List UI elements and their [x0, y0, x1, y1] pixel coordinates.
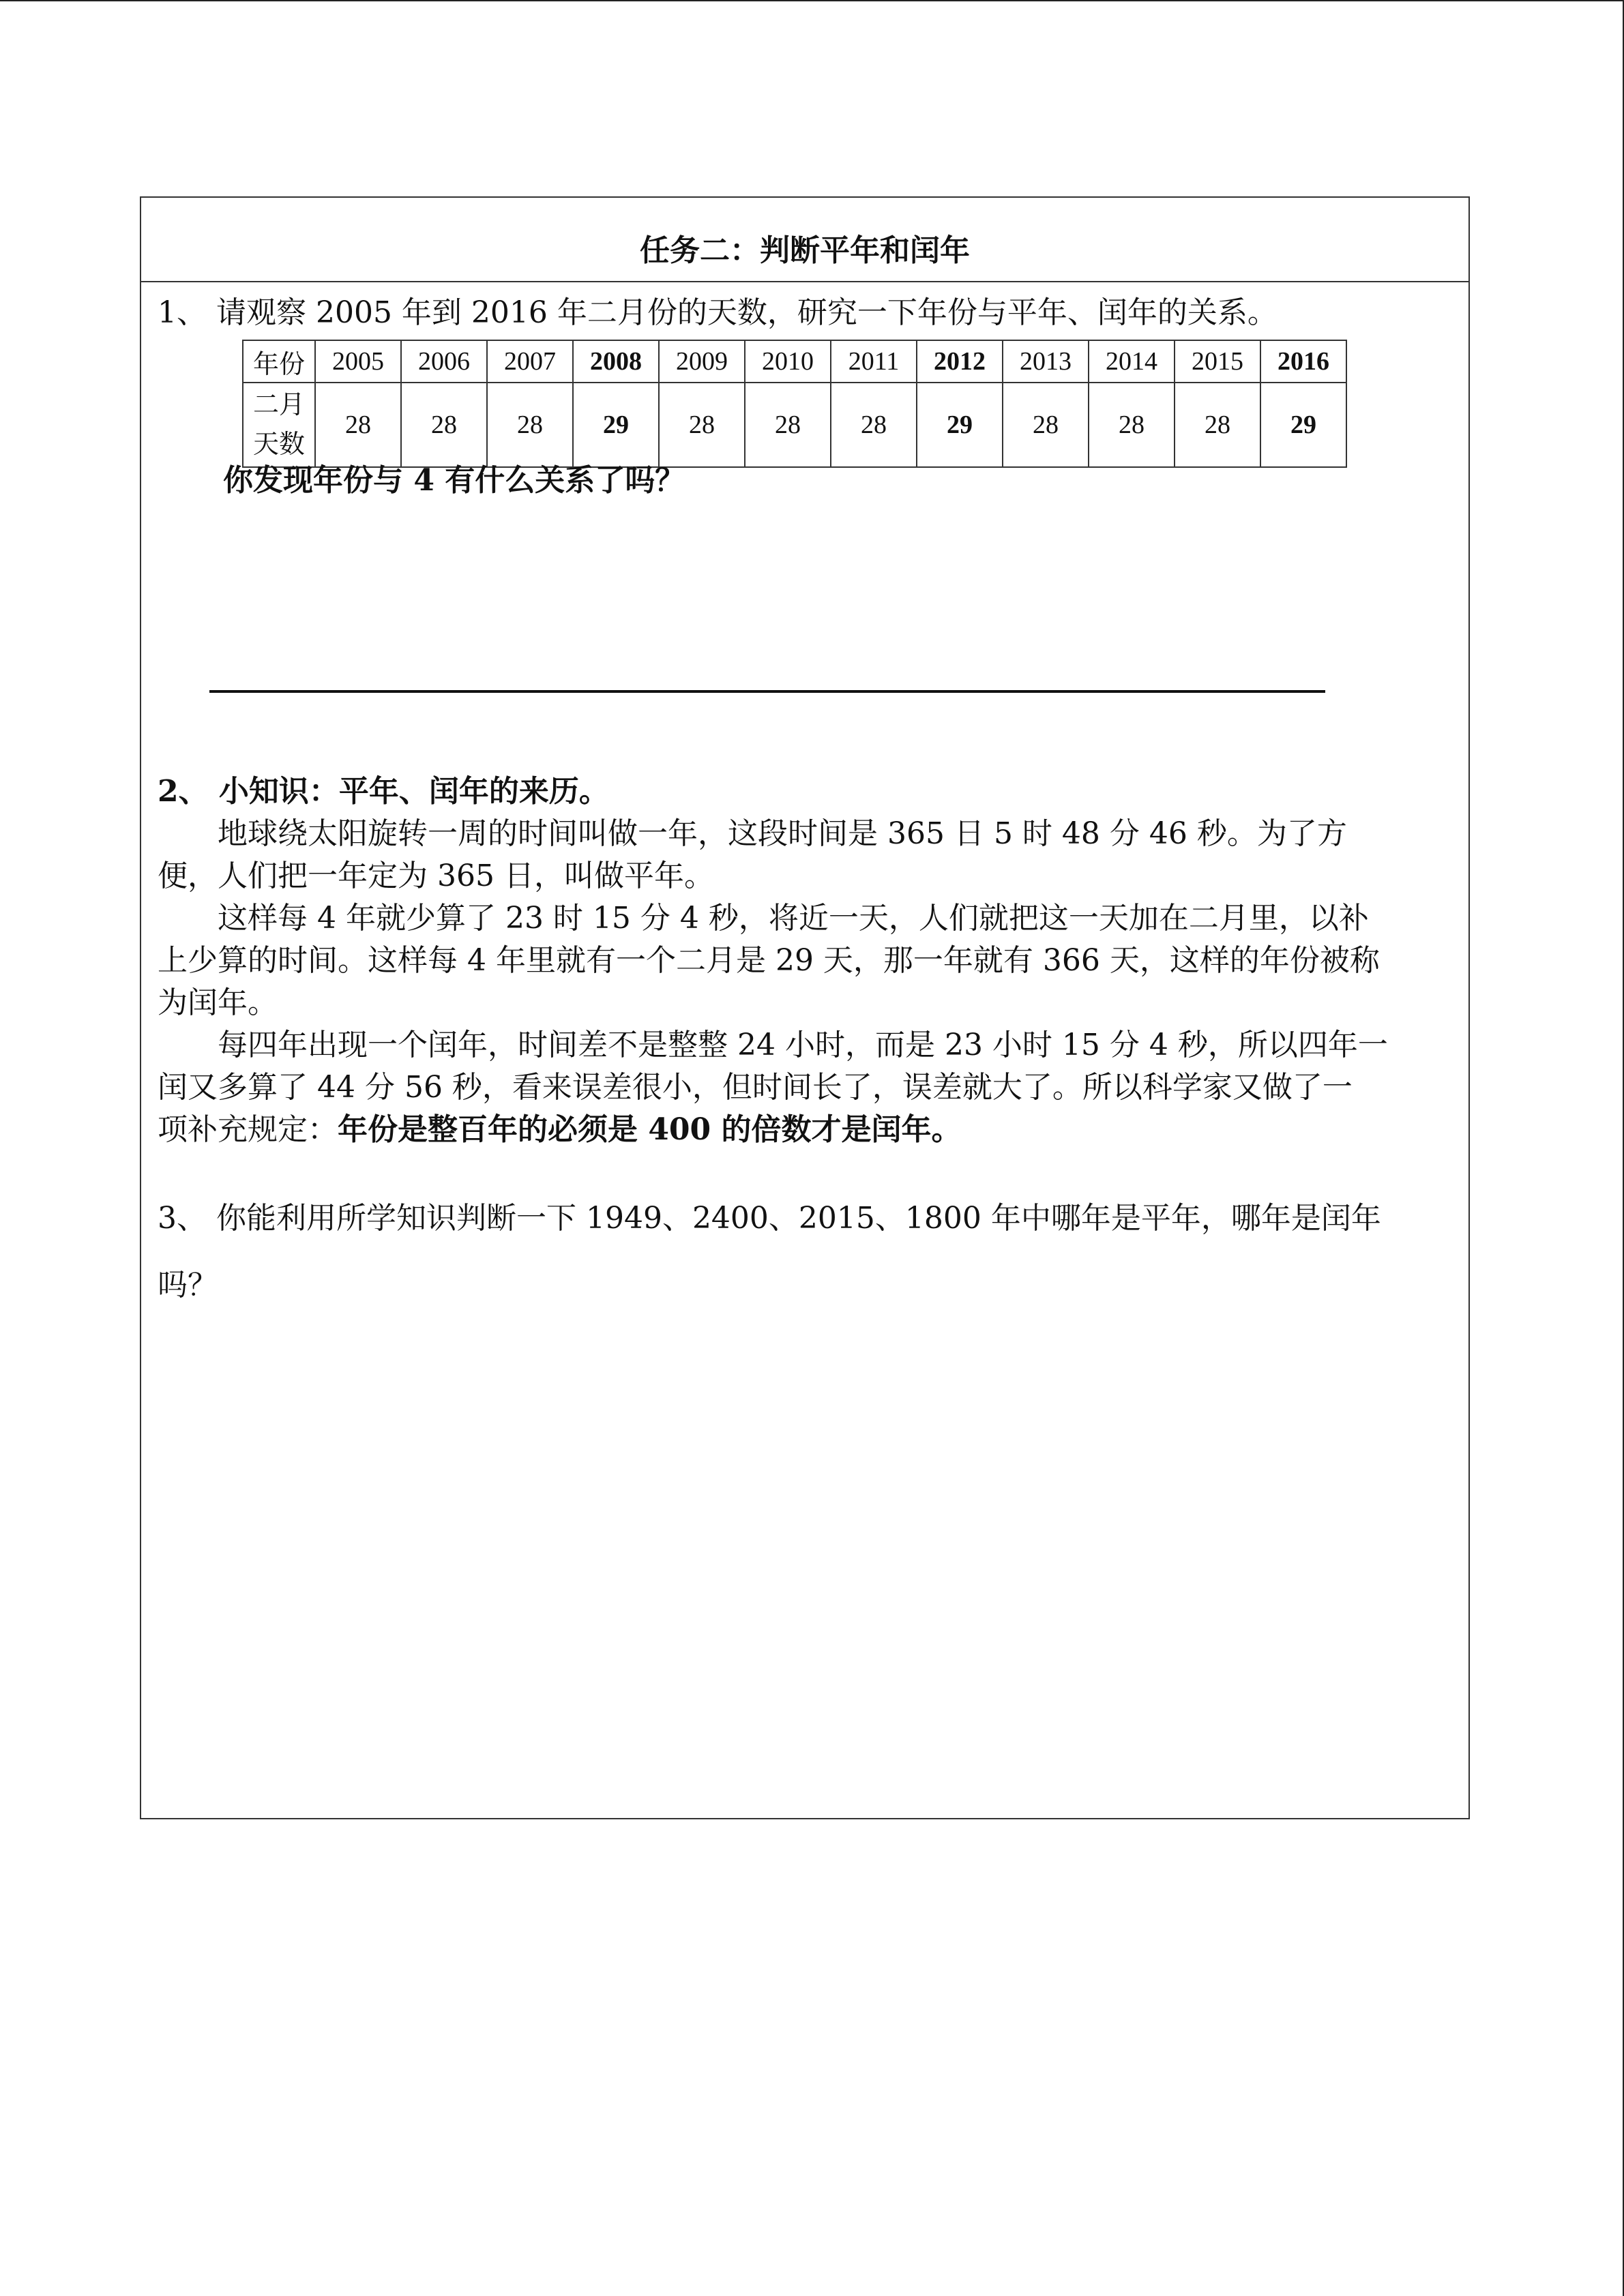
q3-line: 吗？ [158, 1268, 218, 1302]
days-cell: 28 [1003, 383, 1089, 467]
q2-paragraph-line: 闰又多算了 44 分 56 秒，看来误差很小，但时间长了，误差就大了。所以科学家又做了一 [158, 1070, 1353, 1105]
answer-line[interactable] [209, 690, 1325, 693]
days-cell: 28 [659, 383, 745, 467]
days-cell: 28 [1175, 383, 1260, 467]
q2-paragraph-line: 为闰年。 [158, 985, 278, 1020]
year-row-label: 年份 [243, 340, 315, 383]
q2-paragraph-line: 便，人们把一年定为 365 日，叫做平年。 [158, 859, 714, 893]
february-days-table [242, 340, 1347, 468]
title-row [141, 198, 1468, 282]
worksheet-frame [140, 196, 1470, 1819]
days-cell: 29 [573, 383, 659, 467]
year-cell: 2010 [745, 340, 831, 383]
days-row [243, 383, 1346, 467]
section-2 [158, 771, 1453, 1151]
year-cell: 2013 [1003, 340, 1089, 383]
year-cell: 2005 [315, 340, 401, 383]
days-cell: 28 [487, 383, 573, 467]
year-cell: 2006 [401, 340, 487, 383]
year-cell: 2015 [1175, 340, 1260, 383]
year-cell: 2011 [831, 340, 917, 383]
days-cell: 29 [917, 383, 1003, 467]
year-cell: 2008 [573, 340, 659, 383]
section-3 [158, 1185, 1453, 1319]
task-title: 任务二：判断平年和闰年 [640, 233, 970, 268]
year-cell: 2016 [1260, 340, 1346, 383]
page-top-border [0, 0, 1624, 1]
q1-question: 你发现年份与 4 有什么关系了吗？ [223, 463, 685, 498]
q2-paragraph-line: 每四年出现一个闰年，时间差不是整整 24 小时，而是 23 小时 15 分 4 秒，所以四年一 [218, 1028, 1388, 1062]
days-cell: 29 [1260, 383, 1346, 467]
q2-paragraph-line: 地球绕太阳旋转一周的时间叫做一年，这段时间是 365 日 5 时 48 分 46 秒。为了方 [218, 816, 1347, 851]
days-cell: 28 [831, 383, 917, 467]
days-cell: 28 [315, 383, 401, 467]
q2-heading: 2、 小知识：平年、闰年的来历。 [158, 774, 609, 809]
year-cell: 2012 [917, 340, 1003, 383]
year-row [243, 340, 1346, 383]
q1-prompt: 1、 请观察 2005 年到 2016 年二月份的天数，研究一下年份与平年、闰年的关系。 [158, 295, 1278, 330]
days-cell: 28 [401, 383, 487, 467]
q2-paragraph-line [158, 1109, 1453, 1151]
q3-line: 3、 你能利用所学知识判断一下 1949、2400、2015、1800 年中哪年是平年，哪年是闰年 [158, 1201, 1381, 1236]
year-cell: 2007 [487, 340, 573, 383]
q2-rule-intro: 项补充规定： [158, 1112, 338, 1147]
days-cell: 28 [1089, 383, 1175, 467]
days-cell: 28 [745, 383, 831, 467]
days-row-label-line1: 二月 [252, 391, 305, 419]
q2-paragraph-line: 上少算的时间。这样每 4 年里就有一个二月是 29 天，那一年就有 366 天，这样的年份被称 [158, 943, 1380, 978]
days-row-label-line2: 天数 [252, 430, 305, 459]
q2-rule-bold: 年份是整百年的必须是 400 的倍数才是闰年。 [338, 1112, 962, 1147]
year-cell: 2014 [1089, 340, 1175, 383]
days-row-label [243, 383, 315, 467]
year-cell: 2009 [659, 340, 745, 383]
q2-paragraph-line: 这样每 4 年就少算了 23 时 15 分 4 秒，将近一天，人们就把这一天加在二月里，以补 [218, 901, 1369, 936]
